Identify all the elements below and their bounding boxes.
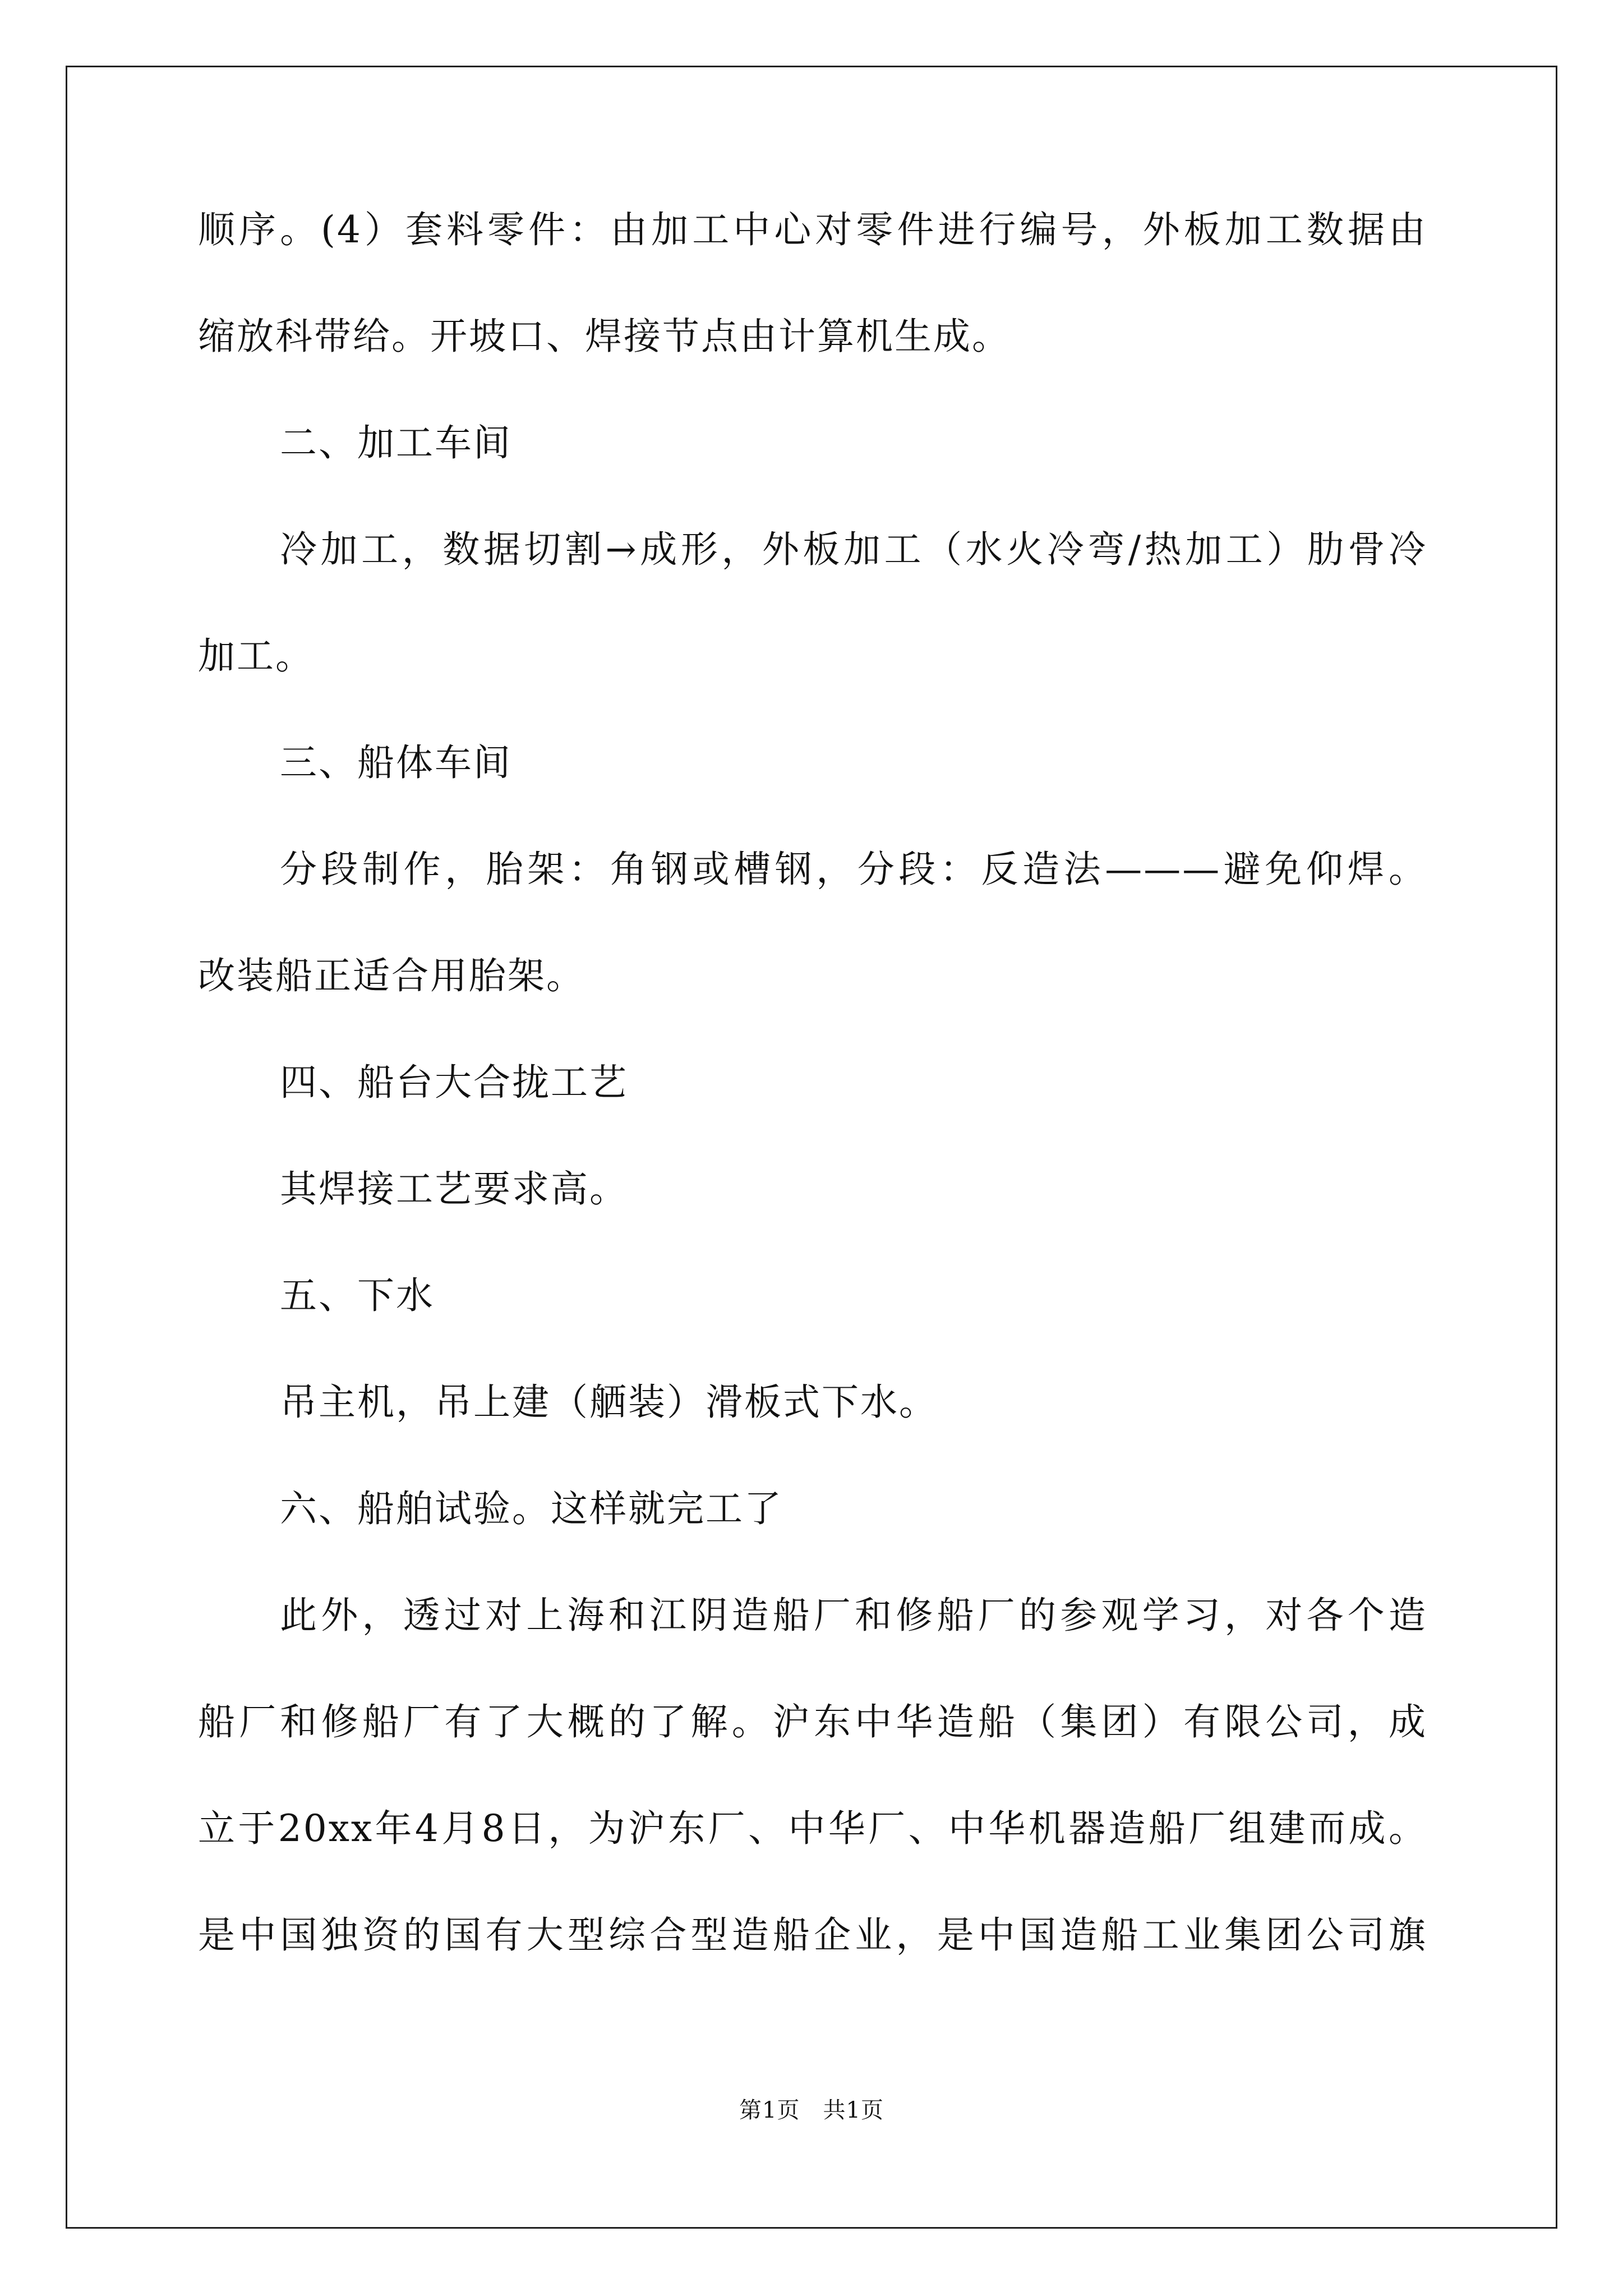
paragraph-line: 是中国独资的国有大型综合型造船企业，是中国造船工业集团公司旗 xyxy=(198,1913,1427,1957)
paragraph-line: 加工。 xyxy=(198,634,314,678)
section-heading: 六、船舶试验。这样就完工了 xyxy=(280,1487,783,1530)
paragraph-line: 分段制作，胎架：角钢或槽钢，分段：反造法———避免仰焊。 xyxy=(280,848,1427,891)
section-heading: 二、加工车间 xyxy=(280,421,512,464)
section-heading: 五、下水 xyxy=(280,1274,435,1317)
paragraph-line: 立于20xx年4月8日，为沪东厂、中华厂、中华机器造船厂组建而成。 xyxy=(198,1807,1427,1850)
paragraph-line: 冷加工，数据切割→成形，外板加工（水火冷弯/热加工）肋骨冷 xyxy=(280,528,1427,571)
paragraph-line: 船厂和修船厂有了大概的了解。沪东中华造船（集团）有限公司，成 xyxy=(198,1700,1427,1743)
section-heading: 三、船体车间 xyxy=(280,741,512,784)
paragraph-line: 缩放科带给。开坡口、焊接节点由计算机生成。 xyxy=(198,315,1011,358)
section-heading: 四、船台大合拢工艺 xyxy=(280,1061,628,1104)
paragraph-line: 顺序。(4）套料零件：由加工中心对零件进行编号，外板加工数据由 xyxy=(198,208,1427,251)
page-border xyxy=(66,66,1557,2229)
paragraph-line: 其焊接工艺要求高。 xyxy=(280,1167,628,1211)
page-number-footer: 第1页 共1页 xyxy=(739,2097,884,2123)
paragraph-line: 吊主机，吊上建（舾装）滑板式下水。 xyxy=(280,1381,938,1424)
paragraph-line: 改装船正适合用胎架。 xyxy=(198,954,585,997)
paragraph-line: 此外，透过对上海和江阴造船厂和修船厂的参观学习，对各个造 xyxy=(280,1594,1427,1637)
